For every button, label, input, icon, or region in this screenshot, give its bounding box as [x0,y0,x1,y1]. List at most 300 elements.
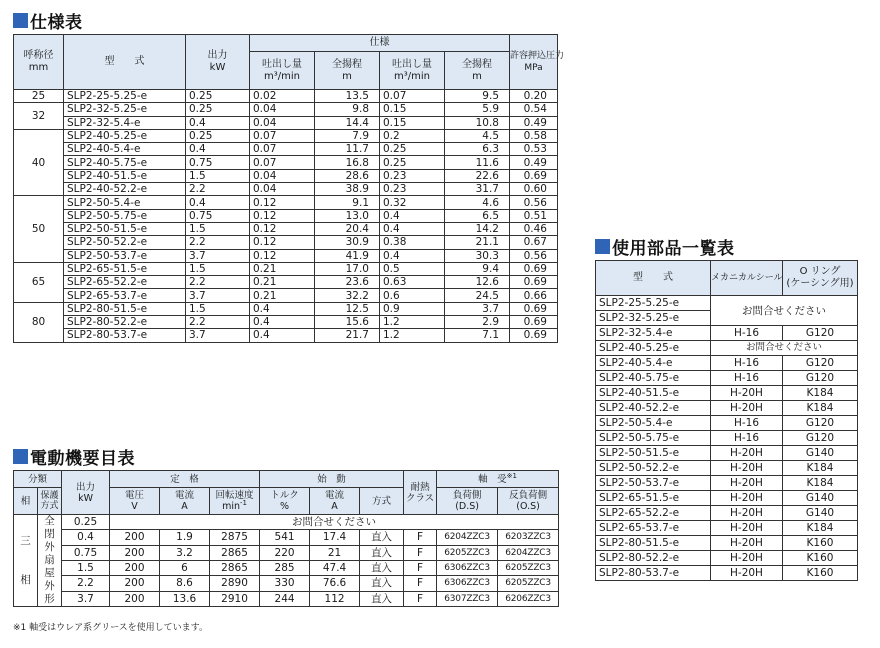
flow2-cell: 0.4 [380,209,445,222]
table-row [14,329,558,342]
flow1-cell: 0.4 [250,302,315,315]
speed-cell: 2890 [210,576,260,591]
table-row [596,326,858,341]
output-cell: 0.75 [62,545,110,560]
heat-cell: F [404,576,437,591]
model-cell: SLP2-80-51.5-e [596,536,711,551]
output-cell: 3.7 [186,289,250,302]
model-cell: SLP2-40-5.4-e [596,356,711,371]
spec-table [13,34,565,343]
flow2-cell: 1.2 [380,316,445,329]
heading-square-icon [13,13,28,28]
parts-title: 使用部品一覧表 [612,239,735,259]
load-side-cell: 6306ZZC3 [437,560,498,575]
col-model: 型 式 [64,35,186,90]
col-pressure: 許容押込圧力 MPa [510,35,558,90]
table-row [596,386,858,401]
flow2-cell: 0.15 [380,103,445,116]
pressure-cell: 0.58 [510,129,558,142]
table-row [14,129,558,142]
torque-cell: 330 [260,576,310,591]
flow1-cell: 0.21 [250,262,315,275]
col-flow2: 吐出し量 m³/min [380,52,445,90]
head2-cell: 24.5 [445,289,510,302]
table-row [14,183,558,196]
seal-cell: H-20H [711,566,783,581]
flow1-cell: 0.07 [250,156,315,169]
oring-cell: G140 [783,491,858,506]
flow1-cell: 0.12 [250,196,315,209]
model-cell: SLP2-25-5.25-e [64,90,186,103]
flow1-cell: 0.07 [250,129,315,142]
head2-cell: 2.9 [445,316,510,329]
pressure-cell: 0.54 [510,103,558,116]
head1-cell: 11.7 [315,143,380,156]
diameter-cell: 50 [14,196,64,262]
output-cell: 3.7 [186,329,250,342]
table-row [14,276,558,289]
col-method: 方式 [360,488,404,515]
oring-cell: K184 [783,521,858,536]
seal-cell: H-20H [711,476,783,491]
pressure-cell: 0.60 [510,183,558,196]
torque-cell: 244 [260,591,310,606]
torque-cell: 541 [260,530,310,545]
inquiry-cell: お問合せください [110,515,559,530]
model-cell: SLP2-32-5.4-e [64,116,186,129]
seal-cell: H-16 [711,431,783,446]
table-row [596,476,858,491]
col-current: 電流 A [160,488,210,515]
oring-cell: K184 [783,461,858,476]
table-row [14,90,558,103]
head2-cell: 14.2 [445,222,510,235]
flow1-cell: 0.4 [250,316,315,329]
col-torque: トルク % [260,488,310,515]
table-row [14,530,559,545]
load-side-cell: 6204ZZC3 [437,530,498,545]
table-row [14,289,558,302]
head2-cell: 21.1 [445,236,510,249]
table-row [14,116,558,129]
current-cell: 6 [160,560,210,575]
table-row [14,156,558,169]
speed-cell: 2865 [210,560,260,575]
oring-cell: K160 [783,566,858,581]
voltage-cell: 200 [110,560,160,575]
model-cell: SLP2-50-53.7-e [596,476,711,491]
col-phase: 相 [14,488,38,515]
flow2-cell: 1.2 [380,329,445,342]
flow1-cell: 0.12 [250,222,315,235]
model-cell: SLP2-50-52.2-e [596,461,711,476]
torque-cell: 220 [260,545,310,560]
col-bearing: 軸 受$^{※1}$ [437,471,559,488]
head1-cell: 41.9 [315,249,380,262]
flow1-cell: 0.07 [250,143,315,156]
col-flow1: 吐出し量 m³/min [250,52,315,90]
model-cell: SLP2-50-52.2-e [64,236,186,249]
model-cell: SLP2-40-51.5-e [596,386,711,401]
output-cell: 1.5 [186,262,250,275]
model-cell: SLP2-40-5.25-e [64,129,186,142]
head1-cell: 13.0 [315,209,380,222]
pressure-cell: 0.69 [510,169,558,182]
model-cell: SLP2-65-52.2-e [64,276,186,289]
model-cell: SLP2-50-5.75-e [64,209,186,222]
head2-cell: 4.6 [445,196,510,209]
voltage-cell: 200 [110,530,160,545]
head2-cell: 30.3 [445,249,510,262]
col-class: 分類 [14,471,62,488]
head1-cell: 13.5 [315,90,380,103]
method-cell: 直入 [360,560,404,575]
flow1-cell: 0.4 [250,329,315,342]
output-cell: 0.75 [186,156,250,169]
start-current-cell: 112 [310,591,360,606]
head2-cell: 7.1 [445,329,510,342]
pressure-cell: 0.69 [510,276,558,289]
seal-cell: H-20H [711,446,783,461]
table-row [14,302,558,315]
head1-cell: 7.9 [315,129,380,142]
model-cell: SLP2-80-53.7-e [64,329,186,342]
motor-heading [13,444,135,469]
table-row [14,560,559,575]
model-cell: SLP2-50-5.4-e [596,416,711,431]
phase-cell: 三 相 [14,515,38,607]
flow2-cell: 0.32 [380,196,445,209]
method-cell: 直入 [360,530,404,545]
pressure-cell: 0.56 [510,196,558,209]
output-cell: 0.4 [186,143,250,156]
flow2-cell: 0.5 [380,262,445,275]
table-row [596,296,858,311]
flow1-cell: 0.04 [250,116,315,129]
flow1-cell: 0.04 [250,183,315,196]
output-cell: 0.25 [186,103,250,116]
model-cell: SLP2-50-53.7-e [64,249,186,262]
table-row [14,515,559,530]
oring-cell: K160 [783,551,858,566]
pressure-cell: 0.46 [510,222,558,235]
col-seal: メカニカルシール [711,261,783,296]
output-cell: 0.4 [62,530,110,545]
motor-table [13,470,559,607]
table-row [596,356,858,371]
inquiry-cell: お問合せください [711,296,858,326]
table-row [14,576,559,591]
seal-cell: H-20H [711,491,783,506]
current-cell: 8.6 [160,576,210,591]
table-row [596,536,858,551]
parts-table [595,260,858,581]
voltage-cell: 200 [110,545,160,560]
output-cell: 2.2 [186,236,250,249]
head2-cell: 3.7 [445,302,510,315]
col-head1: 全揚程 m [315,52,380,90]
model-cell: SLP2-65-51.5-e [596,491,711,506]
output-cell: 3.7 [186,249,250,262]
model-cell: SLP2-40-52.2-e [596,401,711,416]
pressure-cell: 0.69 [510,329,558,342]
seal-cell: H-20H [711,461,783,476]
model-cell: SLP2-25-5.25-e [596,296,711,311]
flow2-cell: 0.25 [380,156,445,169]
pressure-cell: 0.67 [510,236,558,249]
head2-cell: 10.8 [445,116,510,129]
head1-cell: 20.4 [315,222,380,235]
table-row [596,401,858,416]
col-output: 出力 kW [62,471,110,515]
flow2-cell: 0.6 [380,289,445,302]
parts-heading [595,234,735,259]
anti-load-side-cell: 6205ZZC3 [498,576,559,591]
heading-square-icon [595,239,610,254]
model-cell: SLP2-32-5.25-e [596,311,711,326]
seal-cell: H-16 [711,326,783,341]
seal-cell: H-20H [711,551,783,566]
pressure-cell: 0.66 [510,289,558,302]
model-cell: SLP2-32-5.25-e [64,103,186,116]
flow2-cell: 0.15 [380,116,445,129]
load-side-cell: 6307ZZC3 [437,591,498,606]
anti-load-side-cell: 6206ZZC3 [498,591,559,606]
flow2-cell: 0.23 [380,169,445,182]
table-row [14,262,558,275]
head1-cell: 32.2 [315,289,380,302]
motor-title: 電動機要目表 [30,449,135,469]
table-row [596,506,858,521]
oring-cell: K160 [783,536,858,551]
table-row [596,551,858,566]
voltage-cell: 200 [110,576,160,591]
flow2-cell: 0.07 [380,90,445,103]
oring-cell: G140 [783,506,858,521]
heat-cell: F [404,545,437,560]
oring-cell: G120 [783,431,858,446]
head1-cell: 12.5 [315,302,380,315]
table-row [596,446,858,461]
model-cell: SLP2-40-51.5-e [64,169,186,182]
col-protection: 保護方式 [38,488,62,515]
head1-cell: 21.7 [315,329,380,342]
oring-cell: G140 [783,446,858,461]
col-output: 出力 kW [186,35,250,90]
pressure-cell: 0.53 [510,143,558,156]
table-row [14,249,558,262]
col-voltage: 電圧 V [110,488,160,515]
model-cell: SLP2-50-51.5-e [596,446,711,461]
flow2-cell: 0.4 [380,222,445,235]
voltage-cell: 200 [110,591,160,606]
diameter-cell: 65 [14,262,64,302]
table-row [596,491,858,506]
col-diameter: 呼称径 mm [14,35,64,90]
head2-cell: 6.3 [445,143,510,156]
model-cell: SLP2-40-52.2-e [64,183,186,196]
model-cell: SLP2-40-5.25-e [596,341,711,356]
pressure-cell: 0.49 [510,116,558,129]
head2-cell: 9.4 [445,262,510,275]
output-cell: 2.2 [186,276,250,289]
col-head2: 全揚程 m [445,52,510,90]
flow1-cell: 0.21 [250,276,315,289]
head1-cell: 16.8 [315,156,380,169]
head1-cell: 9.8 [315,103,380,116]
table-row [596,566,858,581]
flow1-cell: 0.04 [250,169,315,182]
model-cell: SLP2-40-5.4-e [64,143,186,156]
head2-cell: 5.9 [445,103,510,116]
col-oring: O リング (ケーシング用) [783,261,858,296]
flow1-cell: 0.21 [250,289,315,302]
model-cell: SLP2-65-53.7-e [64,289,186,302]
seal-cell: H-16 [711,371,783,386]
flow2-cell: 0.63 [380,276,445,289]
head1-cell: 28.6 [315,169,380,182]
col-anti-load-side: 反負荷側 (O.S) [498,488,559,515]
seal-cell: H-16 [711,416,783,431]
pressure-cell: 0.69 [510,262,558,275]
col-model: 型 式 [596,261,711,296]
output-cell: 0.25 [62,515,110,530]
model-cell: SLP2-65-51.5-e [64,262,186,275]
speed-cell: 2865 [210,545,260,560]
col-heat: 耐熱 クラス [404,471,437,515]
table-row [596,416,858,431]
table-row [596,461,858,476]
heat-cell: F [404,530,437,545]
oring-cell: G120 [783,416,858,431]
col-rated: 定 格 [110,471,260,488]
bearing-footnote: ※1 軸受はウレア系グリースを使用しています。 [13,623,208,633]
output-cell: 0.75 [186,209,250,222]
oring-cell: K184 [783,401,858,416]
diameter-cell: 40 [14,129,64,195]
table-row [14,591,559,606]
table-row [14,143,558,156]
anti-load-side-cell: 6205ZZC3 [498,560,559,575]
output-cell: 0.25 [186,129,250,142]
col-speed: 回転速度 $\min^{-1}$ [210,488,260,515]
oring-cell: K184 [783,476,858,491]
table-row [14,103,558,116]
current-cell: 13.6 [160,591,210,606]
output-cell: 2.2 [62,576,110,591]
col-load-side: 負荷側 (D.S) [437,488,498,515]
model-cell: SLP2-32-5.4-e [596,326,711,341]
table-row [14,545,559,560]
oring-cell: K184 [783,386,858,401]
diameter-cell: 25 [14,90,64,103]
head1-cell: 15.6 [315,316,380,329]
output-cell: 3.7 [62,591,110,606]
model-cell: SLP2-80-52.2-e [596,551,711,566]
table-row [596,521,858,536]
current-cell: 1.9 [160,530,210,545]
pressure-cell: 0.69 [510,316,558,329]
start-current-cell: 47.4 [310,560,360,575]
seal-cell: H-16 [711,356,783,371]
anti-load-side-cell: 6203ZZC3 [498,530,559,545]
output-cell: 1.5 [62,560,110,575]
output-cell: 0.4 [186,116,250,129]
flow1-cell: 0.02 [250,90,315,103]
head2-cell: 22.6 [445,169,510,182]
flow2-cell: 0.9 [380,302,445,315]
col-spec-group: 仕様 [250,35,510,52]
output-cell: 0.4 [186,196,250,209]
flow1-cell: 0.12 [250,249,315,262]
flow1-cell: 0.12 [250,209,315,222]
heading-square-icon [13,449,28,464]
seal-cell: H-20H [711,506,783,521]
load-side-cell: 6306ZZC3 [437,576,498,591]
pressure-cell: 0.51 [510,209,558,222]
head2-cell: 31.7 [445,183,510,196]
heat-cell: F [404,560,437,575]
pressure-cell: 0.56 [510,249,558,262]
seal-cell: H-20H [711,386,783,401]
table-row [14,316,558,329]
oring-cell: G120 [783,371,858,386]
torque-cell: 285 [260,560,310,575]
table-row [596,371,858,386]
output-cell: 2.2 [186,316,250,329]
head1-cell: 38.9 [315,183,380,196]
start-current-cell: 76.6 [310,576,360,591]
head2-cell: 6.5 [445,209,510,222]
col-start: 始 動 [260,471,404,488]
table-row [596,431,858,446]
start-current-cell: 21 [310,545,360,560]
model-cell: SLP2-80-53.7-e [596,566,711,581]
head1-cell: 17.0 [315,262,380,275]
output-cell: 1.5 [186,169,250,182]
start-current-cell: 17.4 [310,530,360,545]
model-cell: SLP2-40-5.75-e [64,156,186,169]
model-cell: SLP2-80-51.5-e [64,302,186,315]
pressure-cell: 0.49 [510,156,558,169]
diameter-cell: 32 [14,103,64,130]
model-cell: SLP2-50-5.4-e [64,196,186,209]
output-cell: 2.2 [186,183,250,196]
speed-cell: 2875 [210,530,260,545]
model-cell: SLP2-65-53.7-e [596,521,711,536]
pressure-cell: 0.20 [510,90,558,103]
flow1-cell: 0.12 [250,236,315,249]
oring-cell: G120 [783,356,858,371]
head2-cell: 11.6 [445,156,510,169]
flow2-cell: 0.38 [380,236,445,249]
speed-cell: 2910 [210,591,260,606]
model-cell: SLP2-50-5.75-e [596,431,711,446]
table-row [14,222,558,235]
output-cell: 0.25 [186,90,250,103]
flow2-cell: 0.25 [380,143,445,156]
head2-cell: 4.5 [445,129,510,142]
spec-title: 仕様表 [30,13,83,33]
method-cell: 直入 [360,576,404,591]
heat-cell: F [404,591,437,606]
head2-cell: 9.5 [445,90,510,103]
seal-cell: H-20H [711,521,783,536]
table-row [596,341,858,356]
col-start-current: 電流 A [310,488,360,515]
head1-cell: 23.6 [315,276,380,289]
head1-cell: 9.1 [315,196,380,209]
